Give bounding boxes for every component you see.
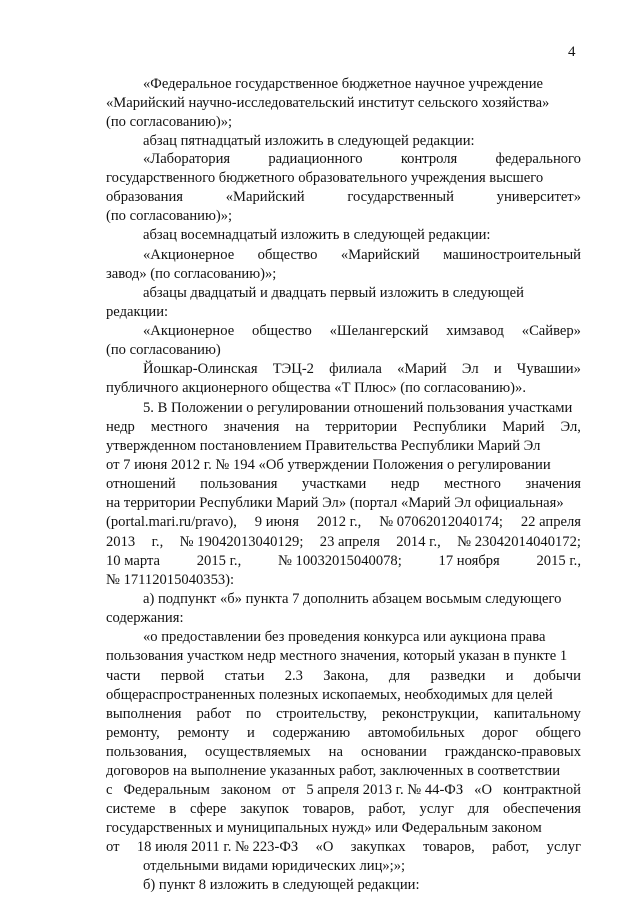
text-line — [106, 188, 581, 207]
text-line — [143, 150, 581, 169]
text-line — [106, 724, 581, 743]
text-line — [143, 246, 581, 265]
text-word: «О — [474, 782, 492, 798]
text-word: «О — [315, 839, 334, 855]
text-word: работ, — [368, 801, 406, 817]
text-line — [106, 762, 581, 781]
text-word: статьи — [224, 668, 265, 684]
text-word: добычи — [533, 668, 581, 684]
text-word: 5 апреля 2013 г. № 44-ФЗ — [306, 782, 464, 798]
text-word: Йошкар-Олинская — [143, 361, 258, 377]
text-word: № 07062012040174; — [379, 514, 503, 530]
text-line — [106, 265, 581, 284]
text-line — [143, 226, 581, 245]
text-word: «Марий — [397, 361, 447, 377]
text-word: 10 марта — [106, 553, 160, 569]
text-word: «Акционерное — [143, 247, 235, 263]
text-line — [106, 571, 581, 590]
text-word: товаров, — [422, 839, 475, 855]
text-word: общераспространенных полезных ископаемых, необходимых для целей — [106, 687, 553, 703]
text-line — [143, 399, 581, 418]
text-line — [106, 494, 581, 513]
text-word: (portal.mari.ru/pravo), — [106, 514, 237, 530]
page-number: 4 — [568, 44, 576, 60]
text-word: значения — [223, 419, 280, 435]
text-line — [106, 456, 581, 475]
text-line — [106, 705, 581, 724]
text-word: товаров, — [302, 801, 355, 817]
text-word: Эл — [461, 361, 479, 377]
text-word: 5. В Положении о регулировании отношений пользования участками — [143, 400, 573, 416]
text-word: государственный — [347, 189, 454, 205]
text-word: 2015 г., — [536, 553, 581, 569]
text-word: части — [106, 668, 141, 684]
text-word: 2015 г., — [196, 553, 242, 569]
text-word: гражданско-правовых — [444, 744, 581, 760]
text-word: основании — [360, 744, 427, 760]
text-word: содержания: — [106, 610, 184, 626]
text-word: 17 ноября — [438, 553, 500, 569]
text-line — [106, 647, 581, 666]
text-word: системе — [106, 801, 156, 817]
text-word: государственных и муниципальных нужд» или Федеральным законом — [106, 820, 542, 836]
text-word: 2014 г., — [396, 534, 441, 550]
text-word: общего — [535, 725, 581, 741]
text-word: 9 июня — [254, 514, 299, 530]
text-line — [106, 686, 581, 705]
text-word: редакции: — [106, 304, 169, 320]
text-word: реконструкции, — [381, 706, 479, 722]
text-word: сфере — [190, 801, 227, 817]
text-word: услуг — [419, 801, 454, 817]
text-word: значения — [525, 476, 581, 492]
text-word: общество — [252, 323, 312, 339]
text-word: на территории Республики Марий Эл» (портал «Марий Эл официальная» — [106, 495, 564, 511]
text-line — [106, 533, 581, 552]
text-word: законом — [220, 782, 271, 798]
text-word: пользования — [200, 476, 278, 492]
text-word: и — [505, 668, 514, 684]
text-line — [143, 284, 581, 303]
text-word: ремонту, — [106, 725, 160, 741]
text-word: «Сайвер» — [521, 323, 581, 339]
text-word: завод» (по согласованию)»; — [106, 266, 277, 282]
text-word: первой — [160, 668, 205, 684]
text-word: закупок — [240, 801, 289, 817]
text-word: абзацы двадцатый и двадцать первый изложить в следующей — [143, 285, 524, 301]
text-word: химзавод — [446, 323, 504, 339]
text-word: Республики — [413, 419, 487, 435]
text-line — [106, 379, 581, 398]
text-word: работ, — [492, 839, 530, 855]
text-word: Эл, — [560, 419, 581, 435]
text-word: отношений — [106, 476, 176, 492]
text-line — [143, 590, 581, 609]
text-word: (по согласованию)»; — [106, 114, 233, 130]
text-line — [106, 418, 581, 437]
text-word: «Лаборатория — [143, 151, 231, 167]
text-word: строительству, — [276, 706, 368, 722]
text-word: утвержденном постановлением Правительства Республики Марий Эл — [106, 438, 541, 454]
text-word: участками — [301, 476, 367, 492]
text-line — [106, 800, 581, 819]
text-word: от — [106, 839, 120, 855]
text-line — [143, 857, 581, 876]
text-word: недр — [390, 476, 420, 492]
text-word: «о предоставлении без проведения конкурса или аукциона права — [143, 629, 546, 645]
text-word: услуг — [546, 839, 581, 855]
text-word: б) пункт 8 изложить в следующей редакции: — [143, 877, 420, 893]
text-word: работ — [196, 706, 232, 722]
text-word: на — [295, 419, 310, 435]
text-word: обеспечения — [503, 801, 581, 817]
text-word: «Марийский — [340, 247, 420, 263]
text-word: «Шелангерский — [329, 323, 429, 339]
text-word: автомобильных — [367, 725, 465, 741]
text-line — [106, 513, 581, 532]
text-word: образования — [106, 189, 183, 205]
text-line — [106, 667, 581, 686]
text-word: разведки — [430, 668, 486, 684]
text-line — [106, 113, 581, 132]
text-word: по — [246, 706, 262, 722]
text-word: 18 июля 2011 г. № 223-ФЗ — [136, 839, 299, 855]
text-word: абзац пятнадцатый изложить в следующей редакции: — [143, 133, 475, 149]
text-word: 2012 г., — [316, 514, 362, 530]
text-word: контрактной — [502, 782, 581, 798]
text-word: в — [169, 801, 177, 817]
text-word: № 10032015040078; — [277, 553, 402, 569]
text-line — [106, 94, 581, 113]
text-word: дорог — [482, 725, 518, 741]
text-word: договоров на выполнение указанных работ, заключенных в соответствии — [106, 763, 561, 779]
text-word: на — [328, 744, 343, 760]
text-word: № 17112015040353): — [106, 572, 235, 588]
text-line — [106, 781, 581, 800]
text-line — [106, 169, 581, 188]
text-line — [106, 552, 581, 571]
text-word: 2.3 — [284, 668, 303, 684]
text-line — [106, 437, 581, 456]
text-word: местного — [443, 476, 501, 492]
text-word: пользования, — [106, 744, 187, 760]
text-word: государственного бюджетного образовательного учреждения высшего — [106, 170, 544, 186]
text-word: «Марийский научно-исследовательский институт сельского хозяйства» — [106, 95, 550, 111]
text-word: 22 апреля — [520, 514, 581, 530]
text-line — [143, 628, 581, 647]
text-line — [106, 743, 581, 762]
text-word: № 19042013040129; — [179, 534, 304, 550]
text-word: а) подпункт «б» пункта 7 дополнить абзацем восьмым следующего — [143, 591, 562, 607]
text-word: от 7 июня 2012 г. № 194 «Об утверждении Положения о регулировании — [106, 457, 551, 473]
text-word: университет» — [496, 189, 581, 205]
text-word: 2013 — [106, 534, 136, 550]
text-word: филиала — [329, 361, 382, 377]
text-word: для — [467, 801, 490, 817]
text-word: капитальному — [493, 706, 581, 722]
text-word: абзац восемнадцатый изложить в следующей редакции: — [143, 227, 491, 243]
text-line — [106, 207, 581, 226]
text-line — [106, 609, 581, 628]
text-line — [106, 475, 581, 494]
text-line — [143, 360, 581, 379]
text-word: федерального — [495, 151, 581, 167]
text-word: № 23042014040172; — [457, 534, 581, 550]
text-word: содержанию — [272, 725, 351, 741]
text-line — [106, 819, 581, 838]
text-word: радиационного — [268, 151, 363, 167]
text-word: осуществляемых — [204, 744, 311, 760]
text-word: Марий — [502, 419, 545, 435]
text-word: и — [246, 725, 255, 741]
text-line — [106, 341, 581, 360]
text-line — [143, 132, 581, 151]
text-word: «Акционерное — [143, 323, 235, 339]
text-word: Федеральным — [123, 782, 210, 798]
text-word: «Марийский — [225, 189, 305, 205]
text-line — [143, 876, 581, 895]
text-word: и — [493, 361, 502, 377]
text-line — [143, 75, 581, 94]
text-word: 23 апреля — [319, 534, 380, 550]
text-word: для — [388, 668, 411, 684]
text-word: ТЭЦ-2 — [272, 361, 314, 377]
text-word: закупках — [350, 839, 406, 855]
text-word: недр — [106, 419, 135, 435]
text-word: выполнения — [106, 706, 182, 722]
text-word: общество — [257, 247, 318, 263]
text-word: местного — [150, 419, 208, 435]
text-line — [106, 303, 581, 322]
text-word: территории — [325, 419, 398, 435]
text-word: Чувашии» — [516, 361, 581, 377]
text-word: «Федеральное государственное бюджетное научное учреждение — [143, 76, 544, 92]
text-word: отдельными видами юридических лиц»;»; — [143, 858, 406, 874]
text-word: от — [281, 782, 296, 798]
text-line — [143, 322, 581, 341]
text-word: г., — [151, 534, 164, 550]
text-word: ремонту — [177, 725, 230, 741]
text-word: (по согласованию) — [106, 342, 221, 358]
text-word: контроля — [400, 151, 458, 167]
text-word: публичного акционерного общества «Т Плюс» (по согласованию)». — [106, 380, 526, 396]
text-line — [106, 838, 581, 857]
text-word: с — [106, 782, 113, 798]
text-word: Закона, — [323, 668, 369, 684]
text-word: машиностроительный — [443, 247, 581, 263]
text-word: (по согласованию)»; — [106, 208, 233, 224]
text-word: пользования участком недр местного значения, который указан в пункте 1 — [106, 648, 568, 664]
